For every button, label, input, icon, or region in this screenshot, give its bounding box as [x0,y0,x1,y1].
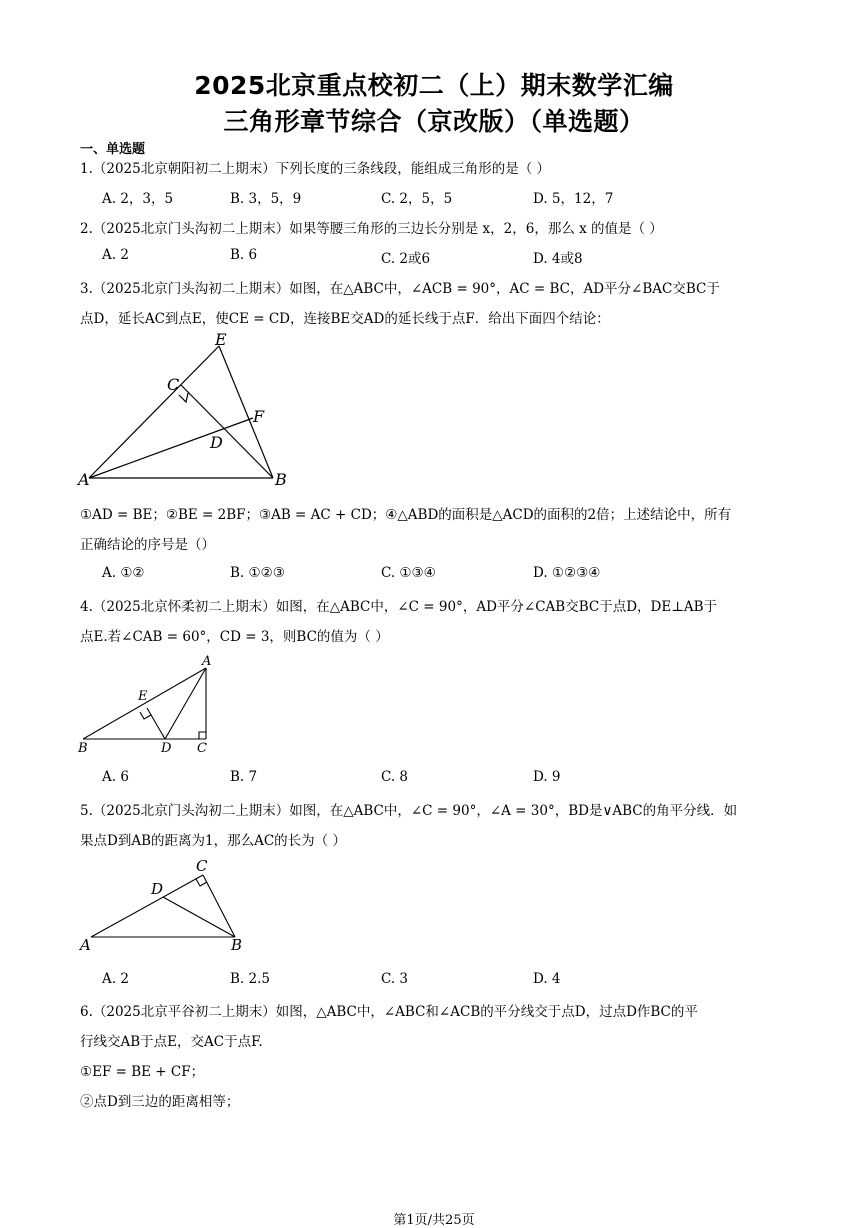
q5-option-d: D. 4 [533,971,561,987]
q5-label-a: A [80,936,91,954]
question-6-stem-line2: 行线交AB于点E，交AC于点F. [80,1034,263,1050]
q3-label-a: A [78,470,90,489]
q3-option-a: A. ①② [102,565,145,581]
q4-label-d: D [161,741,172,756]
q3-line-eb [219,346,273,478]
question-2-stem: 2.（2025北京门头沟初二上期末）如果等腰三角形的三边长分别是 x，2，6，那么 x 的值是（ ） [80,221,663,237]
q5-triangle-figure [75,855,255,957]
question-6-statement-2: ②点D到三边的距离相等； [80,1094,240,1110]
section-heading: 一、单选题 [80,142,146,157]
q5-option-a: A. 2 [102,971,129,987]
question-3-conclusions-line1: ①AD = BE；②BE = 2BF；③AB = AC + CD；④△ABD的面积是△ACD的面积的2倍；上述结论中，所有 [80,507,732,523]
q3-option-d: D. ①②③④ [533,565,601,581]
question-3-stem-line1: 3.（2025北京门头沟初二上期末）如图，在△ABC中，∠ACB = 90°，AC = BC，AD平分∠BAC交BC于 [80,281,720,297]
q4-option-a: A. 6 [102,769,129,785]
question-3-stem-line2: 点D，延长AC到点E，使CE = CD，连接BE交AD的延长线于点F．给出下面四个结论： [80,311,610,327]
question-3-conclusions-line2: 正确结论的序号是（） [80,537,215,553]
q2-option-b: B. 6 [230,247,258,263]
q5-option-b: B. 2.5 [230,971,270,987]
q5-line-ac [91,875,203,937]
question-1-stem: 1.（2025北京朝阳初二上期末）下列长度的三条线段，能组成三角形的是（ ） [80,161,551,177]
q1-option-d: D. 5，12，7 [533,191,614,207]
q3-label-b: B [275,470,287,489]
q3-label-e: E [215,332,227,349]
q4-option-c: C. 8 [381,769,409,785]
q5-option-c: C. 3 [381,971,409,987]
question-5-stem-line2: 果点D到AB的距离为1，那么AC的长为（ ） [80,833,346,849]
page-title-line1: 2025北京重点校初二（上）期末数学汇编 [194,71,674,100]
q1-option-b: B. 3，5，9 [230,191,302,207]
q1-option-c: C. 2，5，5 [381,191,453,207]
question-5-stem-line1: 5.（2025北京门头沟初二上期末）如图，在△ABC中，∠C = 90°，∠A = 30°，BD是∨ABC的角平分线．如 [80,803,738,819]
q4-option-d: D. 9 [533,769,561,785]
q3-label-d: D [210,433,223,452]
q3-option-c: C. ①③④ [381,565,436,581]
q3-right-angle-mark [179,393,188,402]
q3-option-b: B. ①②③ [230,565,285,581]
q4-option-b: B. 7 [230,769,258,785]
q4-line-da [165,668,206,739]
page-footer: 第1页/共25页 [393,1213,475,1228]
q2-option-a: A. 2 [102,247,129,263]
q3-line-cb [181,385,273,478]
q3-line-af [89,418,253,478]
q3-triangle-figure [75,332,295,490]
q4-label-c: C [197,741,207,756]
question-6-stem-line1: 6.（2025北京平谷初二上期末）如图，△ABC中，∠ABC和∠ACB的平分线交于点D，过点D作BC的平 [80,1004,698,1020]
question-4-stem-line1: 4.（2025北京怀柔初二上期末）如图，在△ABC中，∠C = 90°，AD平分∠CAB交BC于点D，DE⊥AB于 [80,599,718,615]
q3-label-c: C [167,375,180,394]
page-title-line2: 三角形章节综合（京改版）（单选题） [223,107,645,136]
q4-right-angle-mark-c [199,732,206,739]
q5-label-c: C [196,857,208,875]
q4-label-a: A [202,654,212,669]
q4-triangle-figure [75,650,225,756]
q4-line-de [147,708,165,739]
q5-label-b: B [231,936,243,954]
q2-option-c: C. 2或6 [381,251,431,267]
q4-label-e: E [138,689,148,704]
q3-line-ae [89,346,219,478]
q3-label-f: F [253,407,265,426]
question-6-statement-1: ①EF = BE + CF； [80,1064,205,1080]
q2-option-d: D. 4或8 [533,251,583,267]
q4-label-b: B [78,741,88,756]
question-4-stem-line2: 点E.若∠CAB = 60°，CD = 3，则BC的值为（ ） [80,629,389,645]
q5-label-d: D [151,880,164,898]
q1-option-a: A. 2，3，5 [102,191,174,207]
